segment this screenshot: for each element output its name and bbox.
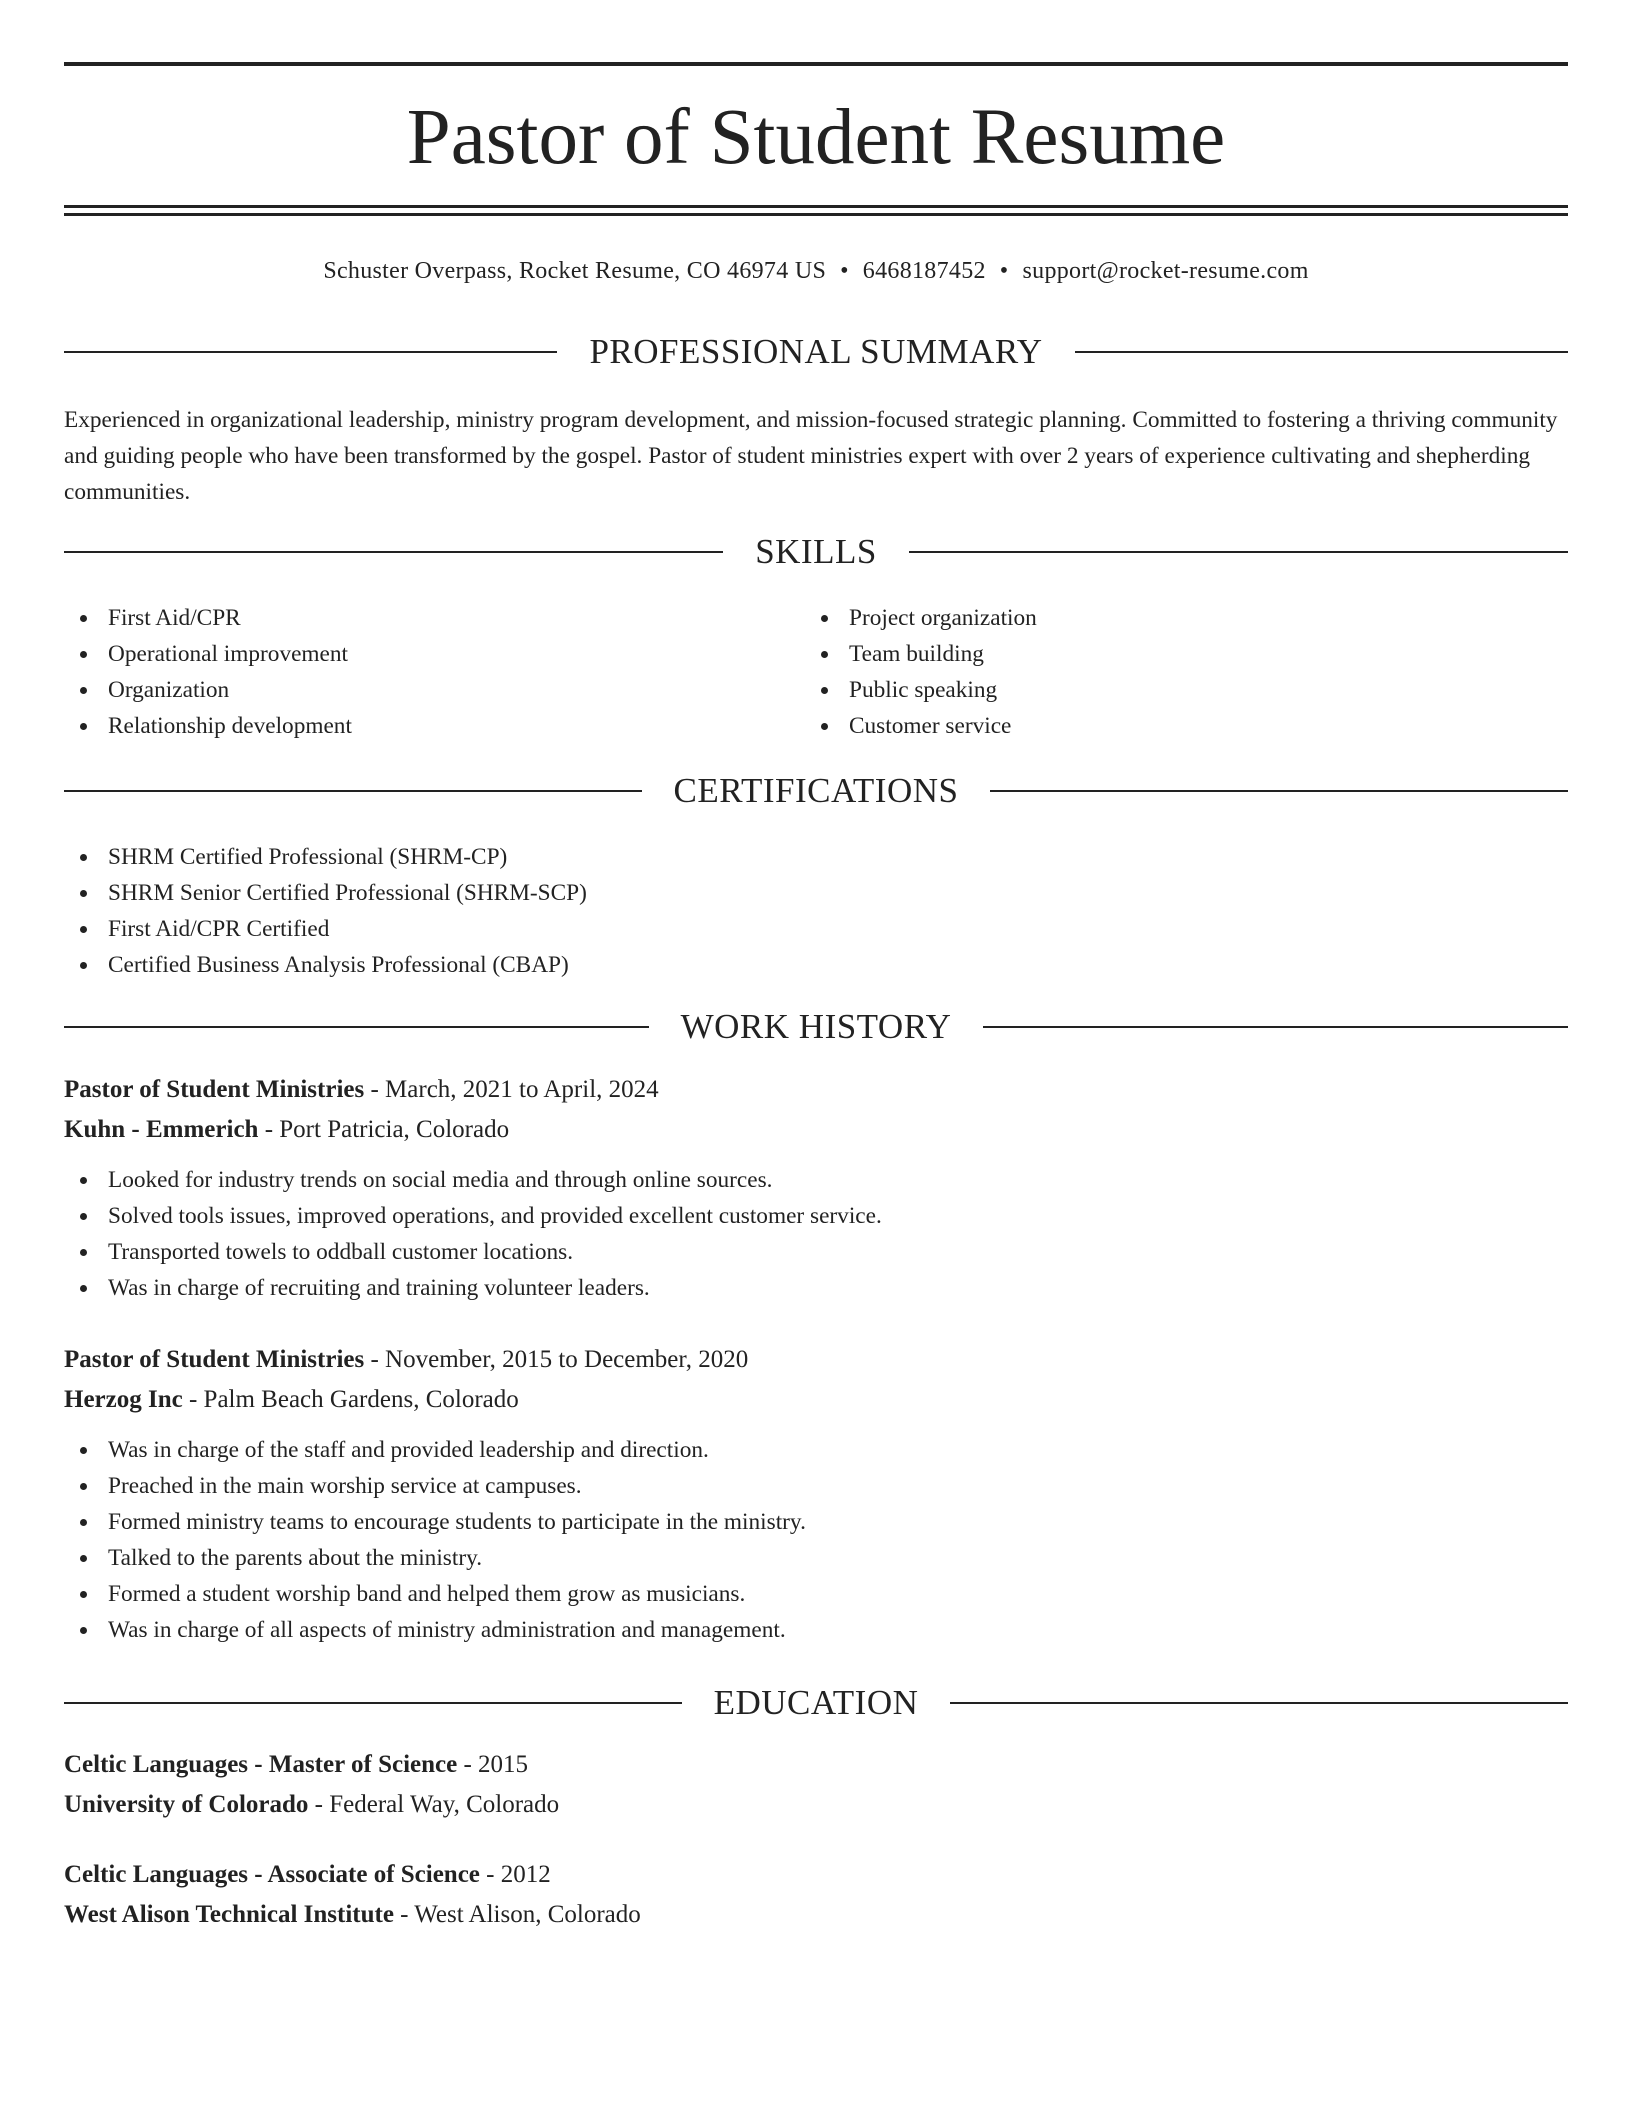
education-entry [64, 1855, 1568, 1935]
heading-rule-right [990, 790, 1568, 792]
heading-rule-right [909, 551, 1568, 553]
heading-rule-left [64, 1026, 649, 1028]
header-double-rule-upper [64, 205, 1568, 208]
heading-rule-left [64, 551, 723, 553]
job-duty-item: Solved tools issues, improved operations, and provided excellent customer service. [64, 1198, 1568, 1234]
heading-rule-left [64, 790, 642, 792]
education-location: - Federal Way, Colorado [308, 1791, 560, 1818]
section-title: CERTIFICATIONS [673, 771, 959, 810]
contact-address: Schuster Overpass, Rocket Resume, CO 46974 US [323, 258, 827, 284]
contact-separator: • [840, 258, 849, 284]
job-duty-item: Was in charge of recruiting and training volunteer leaders. [64, 1270, 1568, 1306]
job-duty-item: Formed ministry teams to encourage students to participate in the ministry. [64, 1504, 1568, 1540]
certification-item: First Aid/CPR Certified [64, 911, 1568, 947]
section-heading-skills [64, 530, 1568, 574]
section-heading-certifications [64, 769, 1568, 813]
job-title-line [64, 1070, 1568, 1110]
heading-rule-right [1075, 351, 1568, 353]
section-title: PROFESSIONAL SUMMARY [589, 332, 1043, 371]
certifications-list [64, 839, 1568, 983]
job-title-line [64, 1340, 1568, 1380]
skills-list-left [64, 600, 804, 744]
resume-title: Pastor of Student Resume [406, 94, 1226, 181]
contact-line [64, 254, 1568, 288]
skill-item: Project organization [805, 600, 1545, 636]
job-duty-item: Talked to the parents about the ministry. [64, 1540, 1568, 1576]
education-location: - West Alison, Colorado [393, 1901, 641, 1928]
job-entry [64, 1340, 1568, 1648]
education-year: - 2015 [457, 1751, 529, 1778]
education-degree: Celtic Languages - Associate of Science [64, 1861, 480, 1888]
education-school-line [64, 1895, 1568, 1935]
section-heading-summary [64, 330, 1568, 374]
skill-item: Team building [805, 636, 1545, 672]
summary-text: Experienced in organizational leadership, ministry program development, and mission-focused strategic planning. Committed to fostering a thriving community and guiding people who have been transformed by the gospel. Pastor of student ministries expert with over 2 years of experience cultivating and shepherding communities. [64, 407, 1558, 505]
skill-item: First Aid/CPR [64, 600, 804, 636]
heading-rule-right [950, 1702, 1568, 1704]
job-dates: - November, 2015 to December, 2020 [364, 1346, 749, 1373]
job-company-line [64, 1380, 1568, 1420]
education-school-line [64, 1785, 1568, 1825]
education-school: West Alison Technical Institute [64, 1901, 394, 1928]
job-duty-item: Preached in the main worship service at campuses. [64, 1468, 1568, 1504]
section-title: SKILLS [755, 532, 877, 571]
education-degree-line [64, 1745, 1568, 1785]
certification-item: SHRM Certified Professional (SHRM-CP) [64, 839, 1568, 875]
job-duty-item: Formed a student worship band and helped them grow as musicians. [64, 1576, 1568, 1612]
job-title: Pastor of Student Ministries [64, 1076, 365, 1103]
contact-email[interactable]: support@rocket-resume.com [1022, 258, 1309, 284]
heading-rule-right [983, 1026, 1568, 1028]
header-double-rule-lower [64, 213, 1568, 216]
education-degree-line [64, 1855, 1568, 1895]
job-location: - Palm Beach Gardens, Colorado [182, 1386, 519, 1413]
job-company-line [64, 1110, 1568, 1150]
skill-item: Organization [64, 672, 804, 708]
job-duty-item: Was in charge of all aspects of ministry administration and management. [64, 1612, 1568, 1648]
section-heading-education [64, 1681, 1568, 1725]
job-duties-list [64, 1162, 1568, 1306]
skill-item: Customer service [805, 708, 1545, 744]
job-title: Pastor of Student Ministries [64, 1346, 365, 1373]
education-year: - 2012 [479, 1861, 551, 1888]
certification-item: SHRM Senior Certified Professional (SHRM-SCP) [64, 875, 1568, 911]
contact-phone[interactable]: 6468187452 [862, 258, 986, 284]
job-company: Herzog Inc [64, 1386, 183, 1413]
skill-item: Public speaking [805, 672, 1545, 708]
education-school: University of Colorado [64, 1791, 309, 1818]
job-company: Kuhn - Emmerich [64, 1116, 259, 1143]
skills-list-right [805, 600, 1545, 744]
job-location: - Port Patricia, Colorado [258, 1116, 510, 1143]
section-heading-work-history [64, 1005, 1568, 1049]
section-title: WORK HISTORY [680, 1007, 952, 1046]
education-degree: Celtic Languages - Master of Science [64, 1751, 458, 1778]
job-dates: - March, 2021 to April, 2024 [364, 1076, 659, 1103]
certification-item: Certified Business Analysis Professional (CBAP) [64, 947, 1568, 983]
job-duty-item: Was in charge of the staff and provided leadership and direction. [64, 1432, 1568, 1468]
skill-item: Operational improvement [64, 636, 804, 672]
job-duties-list [64, 1432, 1568, 1648]
header-top-rule [64, 62, 1568, 66]
education-entry [64, 1745, 1568, 1825]
contact-separator: • [999, 258, 1009, 284]
skill-item: Relationship development [64, 708, 804, 744]
section-title: EDUCATION [713, 1683, 919, 1722]
heading-rule-left [64, 1702, 682, 1704]
heading-rule-left [64, 351, 557, 353]
job-duty-item: Transported towels to oddball customer locations. [64, 1234, 1568, 1270]
job-entry [64, 1070, 1568, 1306]
job-duty-item: Looked for industry trends on social media and through online sources. [64, 1162, 1568, 1198]
